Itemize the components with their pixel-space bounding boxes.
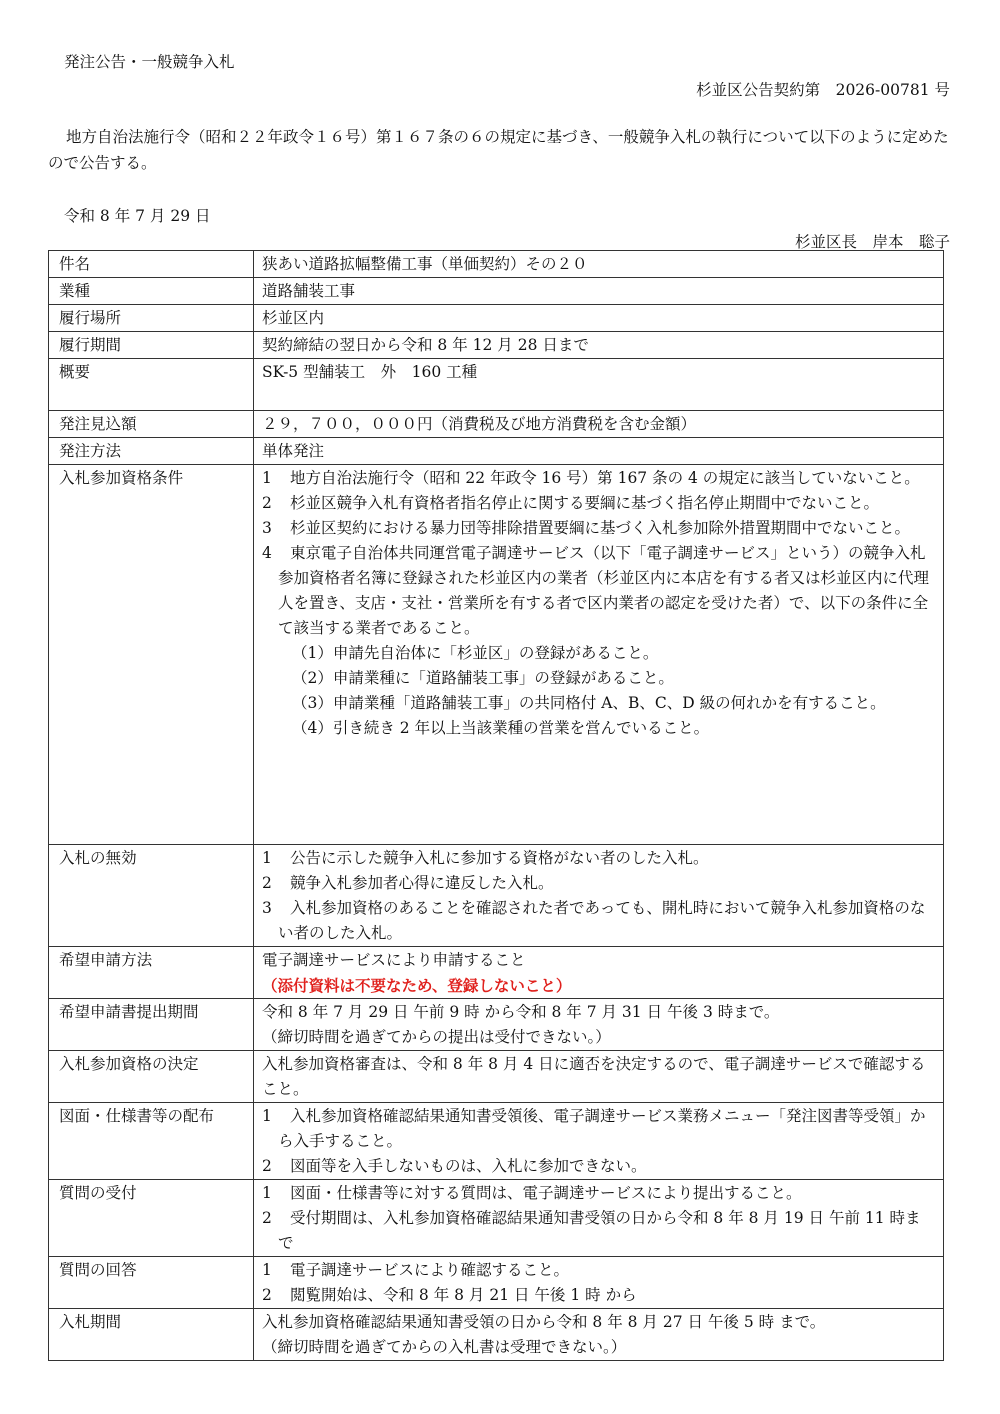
list-item: 1 図面・仕様書等に対する質問は、電子調達サービスにより提出すること。 xyxy=(262,1184,802,1202)
label-apply-method: 希望申請方法 xyxy=(59,951,153,969)
document-type: 発注公告・一般競争入札 xyxy=(64,53,235,71)
list-item: 3 入札参加資格のあることを確認された者であっても、開札時において競争入札参加資格のない者のした入札。 xyxy=(262,899,926,942)
list-item: 2 受付期間は、入札参加資格確認結果通知書受領の日から令和 8 年 8 月 19 日 午前 11 時まで xyxy=(262,1209,921,1252)
row-estimate xyxy=(49,411,944,438)
row-outline xyxy=(49,359,944,411)
preamble-text: 地方自治法施行令（昭和２２年政令１６号）第１６７条の６の規定に基づき、一般競争入札の執行について以下のように定めたので公告する。 xyxy=(48,128,949,172)
row-decision xyxy=(49,1051,944,1103)
label-bid-period: 入札期間 xyxy=(59,1313,122,1331)
list-item: 1 公告に示した競争入札に参加する資格がない者のした入札。 xyxy=(262,849,709,867)
label-apply-period: 希望申請書提出期間 xyxy=(59,1003,199,1021)
label-method: 発注方法 xyxy=(59,442,122,460)
value-invalid xyxy=(254,845,944,947)
row-period xyxy=(49,332,944,359)
list-item: 2 閲覧開始は、令和 8 年 8 月 21 日 午後 1 時 から xyxy=(262,1286,637,1304)
value-decision: 入札参加資格審査は、令和 8 年 8 月 4 日に適否を決定するので、電子調達サービスで確認すること。 xyxy=(254,1051,944,1103)
sub-item: （1）申請先自治体に「杉並区」の登録があること。 xyxy=(292,644,659,662)
value-period: 契約締結の翌日から令和 8 年 12 月 28 日まで xyxy=(254,332,944,359)
value-apply-period: 令和 8 年 7 月 29 日 午前 9 時 から令和 8 年 7 月 31 日 午後 3 時まで。 （締切時間を過ぎてからの提出は受付できない。） xyxy=(254,999,944,1051)
value-method: 単体発注 xyxy=(254,438,944,465)
row-invalid xyxy=(49,845,944,947)
label-invalid: 入札の無効 xyxy=(59,849,137,867)
row-qualification xyxy=(49,465,944,845)
list-item: 1 電子調達サービスにより確認すること。 xyxy=(262,1261,570,1279)
specification-table xyxy=(48,250,944,1361)
label-outline: 概要 xyxy=(59,363,91,381)
sub-item: （3）申請業種「道路舗装工事」の共同格付 A、B、C、D 級の何れかを有すること。 xyxy=(292,694,886,712)
row-place xyxy=(49,305,944,332)
sub-item: （2）申請業種に「道路舗装工事」の登録があること。 xyxy=(292,669,674,687)
issuer: 杉並区長 岸本 聡子 xyxy=(794,233,950,251)
label-answers: 質問の回答 xyxy=(59,1261,137,1279)
list-item: 2 杉並区競争入札有資格者指名停止に関する要綱に基づく指名停止期間中でないこと。 xyxy=(262,494,880,512)
label-place: 履行場所 xyxy=(59,309,122,327)
value-bid-period: 入札参加資格確認結果通知書受領の日から令和 8 年 8 月 27 日 午後 5 時 まで。 （締切時間を過ぎてからの入札書は受理できない。） xyxy=(254,1309,944,1361)
warning-text: （添付資料は不要なため、登録しないこと） xyxy=(262,976,572,995)
row-apply-method xyxy=(49,947,944,999)
notice-date: 令和 8 年 7 月 29 日 xyxy=(64,207,211,225)
label-name: 件名 xyxy=(59,255,91,273)
value-qualification xyxy=(254,465,944,845)
value-drawings xyxy=(254,1103,944,1180)
label-questions: 質問の受付 xyxy=(59,1184,137,1202)
list-item: 3 杉並区契約における暴力団等排除措置要綱に基づく入札参加除外措置期間中でないこと。 xyxy=(262,519,911,537)
value-estimate: ２９，７００，０００円（消費税及び地方消費税を含む金額） xyxy=(254,411,944,438)
value-outline: SK-5 型舗装工 外 160 工種 xyxy=(254,359,944,411)
list-item: 4 東京電子自治体共同運営電子調達サービス（以下「電子調達サービス」という）の競争入札参加資格者名簿に登録された杉並区内の業者（杉並区内に本店を有する者又は杉並区内に代理人を置き、支店・支社・営業所を有する者で区内業者の認定を受けた者）で、以下の条件に全て該当する業者であること。 xyxy=(262,544,930,637)
list-item: 1 入札参加資格確認結果通知書受領後、電子調達サービス業務メニュー「発注図書等受領」から入手すること。 xyxy=(262,1107,926,1150)
label-qualification: 入札参加資格条件 xyxy=(59,469,184,487)
list-item: 2 競争入札参加者心得に違反した入札。 xyxy=(262,874,554,892)
label-period: 履行期間 xyxy=(59,336,122,354)
row-method xyxy=(49,438,944,465)
value-name: 狭あい道路拡幅整備工事（単価契約）その２０ xyxy=(254,251,944,278)
label-decision: 入札参加資格の決定 xyxy=(59,1055,199,1073)
value-place: 杉並区内 xyxy=(254,305,944,332)
label-drawings: 図面・仕様書等の配布 xyxy=(59,1107,215,1125)
row-answers xyxy=(49,1257,944,1309)
value-answers xyxy=(254,1257,944,1309)
list-item: 1 地方自治法施行令（昭和 22 年政令 16 号）第 167 条の 4 の規定に該当していないこと。 xyxy=(262,469,920,487)
row-bid-period xyxy=(49,1309,944,1361)
sub-item: （4）引き続き 2 年以上当該業種の営業を営んでいること。 xyxy=(292,719,710,737)
label-estimate: 発注見込額 xyxy=(59,415,137,433)
value-apply-method: 電子調達サービスにより申請すること （添付資料は不要なため、登録しないこと） xyxy=(254,947,944,999)
row-drawings xyxy=(49,1103,944,1180)
row-category xyxy=(49,278,944,305)
value-category: 道路舗装工事 xyxy=(254,278,944,305)
row-name xyxy=(49,251,944,278)
row-apply-period xyxy=(49,999,944,1051)
value-questions xyxy=(254,1180,944,1257)
notice-number: 杉並区公告契約第 2026-00781 号 xyxy=(696,81,950,99)
row-questions xyxy=(49,1180,944,1257)
label-category: 業種 xyxy=(59,282,91,300)
list-item: 2 図面等を入手しないものは、入札に参加できない。 xyxy=(262,1157,647,1175)
